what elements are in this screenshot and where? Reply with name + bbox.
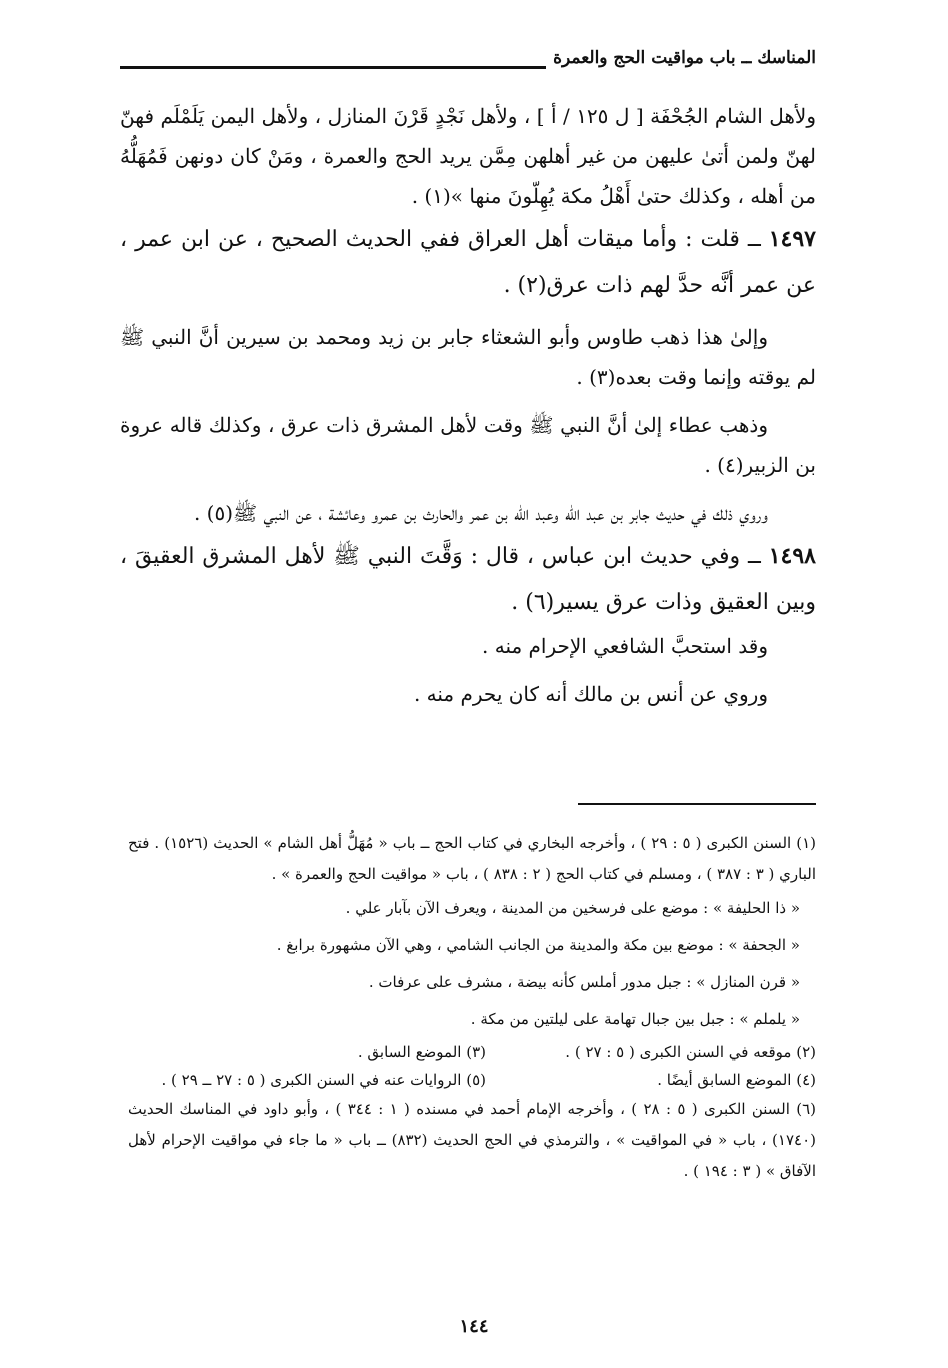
footnote-1: (١) السنن الكبرى ( ٥ : ٢٩ ) ، وأخرجه البخاري في كتاب الحج ــ باب « مُهَلُّ أهل الشام » الحديث (١٥٢٦) . فتح الباري ( ٣ : ٣٨٧ ) ، ومسلم في كتاب الحج ( ٢ : ٨٣٨ ) ، باب « مواقيت الحج والعمرة » . <box>128 834 816 883</box>
paragraph <box>120 216 816 309</box>
header-rule <box>120 66 546 69</box>
paragraph <box>120 626 816 666</box>
paragraph-text: ولأهل الشام الجُحْفَة [ ل ١٢٥ / أ ] ، ولأهل نَجْدٍ قَرْنَ المنازل ، ولأهل اليمن يَلَمْلَم فهنّ لهنّ ولمن أتىٰ عليهن من غير أهلهن مِمَّن يريد الحج والعمرة ، ومَنْ كان دونهن فَمُهَلُّهُ من أهله ، وكذلك حتىٰ أَهْلُ مكة يُهِلّونَ منها »(١) . <box>120 104 816 208</box>
entry-number: ١٤٩٧ <box>768 226 816 252</box>
footnote-row <box>128 1066 816 1094</box>
footnote-1-gloss: « قرن المنازل » : جبل مدور أملس كأنه بيضة ، مشرف على عرفات . <box>368 973 800 991</box>
paragraph-text: وقد استحبَّ الشافعي الإحرام منه . <box>482 634 768 658</box>
chapter-title: المناسك ــ باب مواقيت الحج والعمرة <box>553 48 816 68</box>
paragraph <box>120 405 816 485</box>
footnote-row <box>128 1038 816 1066</box>
paragraph-text: وروي عن أنس بن مالك أنه كان يحرم منه . <box>413 682 768 706</box>
footnote-1-gloss: « ذا الحليفة » : موضع على فرسخين من المدينة ، ويعرف الآن بآبار علي . <box>345 899 800 917</box>
footnote-5: (٥) الروايات عنه في السنن الكبرى ( ٥ : ٢٧ ــ ٢٩ ) . <box>161 1071 486 1089</box>
footnotes <box>128 828 816 1187</box>
page-number: ١٤٤ <box>459 1316 489 1337</box>
footnote-separator <box>578 803 816 805</box>
running-header <box>120 48 816 78</box>
paragraph-text: ــ قلت : وأما ميقات أهل العراق ففي الحديث الصحيح ، عن ابن عمر ، عن عمر أنَّه حدَّ لهم ذات عرق(٢) . <box>120 227 816 298</box>
paragraph <box>120 674 816 714</box>
footnote-4: (٤) الموضع السابق أيضًا . <box>657 1071 816 1089</box>
footnote-6: (٦) السنن الكبرى ( ٥ : ٢٨ ) ، وأخرجه الإمام أحمد في مسنده ( ١ : ٣٤٤ ) ، وأبو داود في المناسك الحديث (١٧٤٠) ، باب « في المواقيت » ، والترمذي في الحج الحديث (٨٣٢) ــ باب « ما جاء في مواقيت الإحرام لأهل الآفاق » ( ٣ : ١٩٤ ) . <box>128 1100 817 1180</box>
paragraph <box>120 96 816 216</box>
paragraph-text: وذهب عطاء إلىٰ أنَّ النبي ﷺ وقت لأهل المشرق ذات عرق ، وكذلك قاله عروة بن الزبير(٤) . <box>120 413 816 477</box>
paragraph-text: وروي ذلك في حديث جابر بن عبد الله وعبد الله بن عمر والحارث بن عمرو وعائشة ، عن النبي ﷺ(٥) . <box>193 501 768 525</box>
entry-number: ١٤٩٨ <box>768 543 816 569</box>
paragraph <box>120 493 816 533</box>
main-text <box>120 96 816 714</box>
footnote-3: (٣) الموضع السابق . <box>357 1043 486 1061</box>
footnote-1-gloss: « الجحفة » : موضع بين مكة والمدينة من الجانب الشامي ، وهي الآن مشهورة برابغ . <box>276 936 800 954</box>
paragraph-text: وإلىٰ هذا ذهب طاوس وأبو الشعثاء جابر بن زيد ومحمد بن سيرين أنَّ النبي ﷺ لم يوقته وإنما وقت بعده(٣) . <box>120 325 816 389</box>
paragraph <box>120 533 816 626</box>
footnote-1-gloss: « يلملم » : جبل بين جبال تهامة على ليلتين من مكة . <box>470 1010 800 1028</box>
footnote-2: (٢) موقعه في السنن الكبرى ( ٥ : ٢٧ ) . <box>565 1043 816 1061</box>
paragraph <box>120 317 816 397</box>
paragraph-text: ــ وفي حديث ابن عباس ، قال : وَقَّتَ النبي ﷺ لأهل المشرق العقيقَ ، وبين العقيق وذات عرق يسير(٦) . <box>120 544 816 615</box>
